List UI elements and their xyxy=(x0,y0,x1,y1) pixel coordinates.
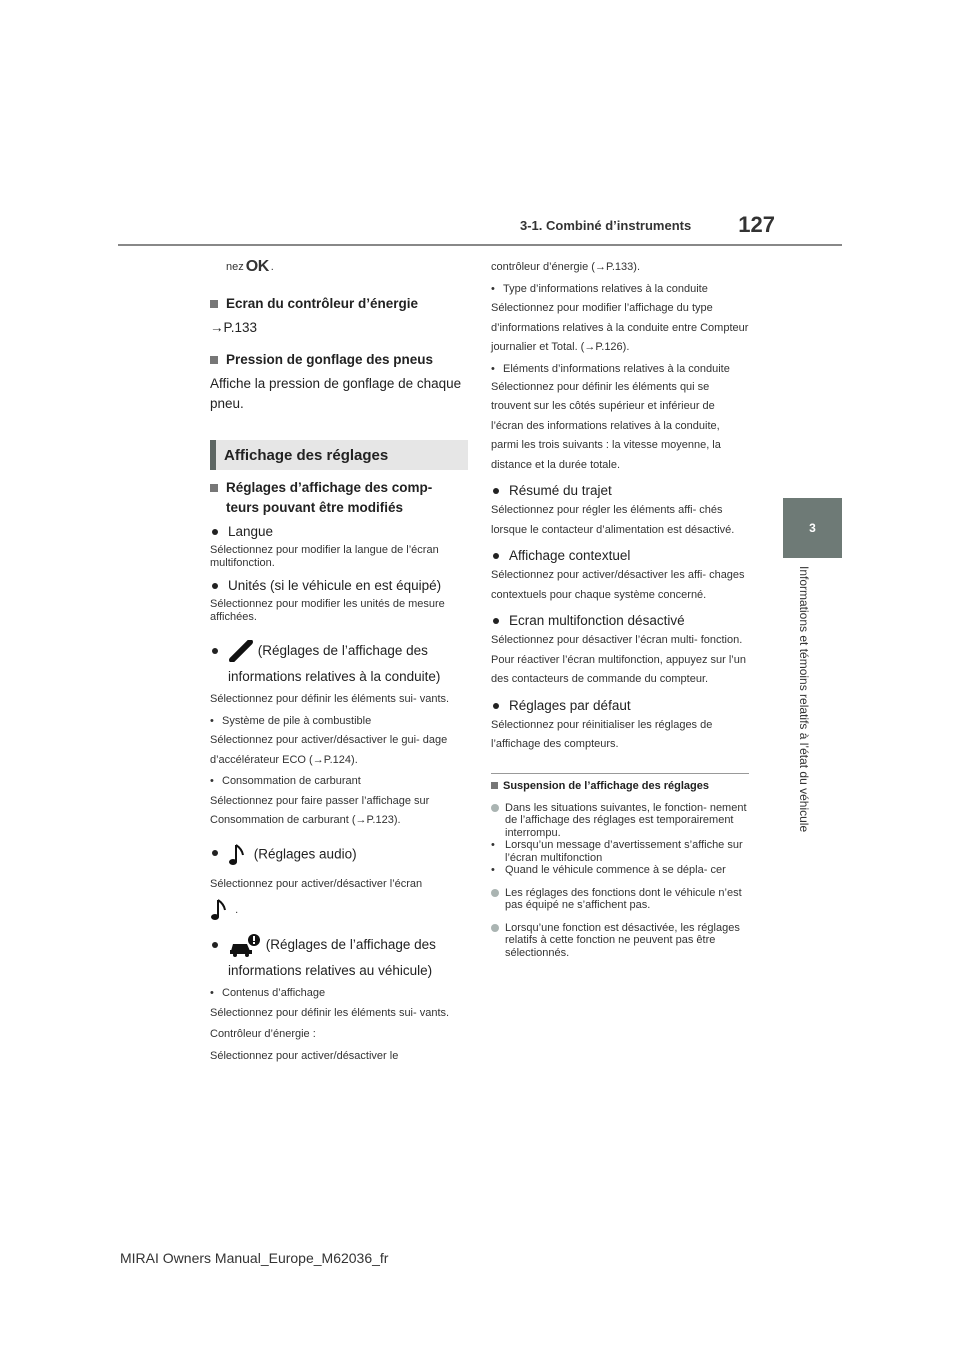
langue-heading xyxy=(210,522,468,542)
chapter-side-title: Informations et témoins relatifs à l’état du véhicule xyxy=(797,566,811,833)
type-text: Sélectionnez pour modifier l’affichage du type d’informations relatives à la conduite entre Compteur journalier et Total. (→P.126). xyxy=(491,302,749,353)
top-line-prefix: nez xyxy=(226,261,244,273)
note-heading xyxy=(491,780,749,792)
trip-heading xyxy=(491,481,749,501)
energy-label: Contrôleur d’énergie : xyxy=(210,1028,316,1040)
popup-heading xyxy=(491,546,749,566)
note-dot-icon xyxy=(491,804,499,812)
top-line-suffix: . xyxy=(270,261,274,273)
pressure-heading-text: Pression de gonflage des pneus xyxy=(226,352,434,367)
mfd-off-heading-text: Ecran multifonction désactivé xyxy=(509,613,685,628)
popup-heading-text: Affichage contextuel xyxy=(509,548,631,563)
mfd-off-heading xyxy=(491,611,749,631)
square-bullet-icon xyxy=(210,484,218,492)
driving-info-icon xyxy=(228,640,254,662)
driving-heading xyxy=(210,638,468,690)
langue-text: Sélectionnez pour modifier la langue de l’écran multifonction. xyxy=(210,544,439,569)
ok-button-icon: OK xyxy=(245,258,269,275)
driving-heading-text: (Réglages de l’affichage des informations relatives à la conduite) xyxy=(228,643,441,684)
mfd-off-text: Sélectionnez pour désactiver l’écran multi- fonction. xyxy=(491,634,743,646)
elements-text: Sélectionnez pour définir les éléments qui se trouvent sur les côtés supérieur et inférieur de l’écran des informations relatives à la conduite, parmi les trois suivants : la vitesse moyenne, la distance et la durée totale. xyxy=(491,380,721,471)
top-line xyxy=(226,258,468,276)
bullet-dot-icon xyxy=(212,529,218,535)
energy-text: Sélectionnez pour activer/désactiver le xyxy=(210,1049,399,1062)
note-item-3-text: Lorsqu’une fonction est désactivée, les réglages relatifs à cette fonction ne peuvent pas être sélectionnés. xyxy=(505,921,740,959)
sub-bullet: • xyxy=(491,864,495,876)
sub-bullet: • xyxy=(491,839,495,851)
note-item-1-text: Dans les situations suivantes, le fonction- nement de l’affichage des réglages est temporairement interrompu. xyxy=(505,801,747,839)
fuelcell-item-text: Système de pile à combustible xyxy=(222,714,372,727)
bullet-dot-icon xyxy=(493,488,499,494)
bullet-dot-icon xyxy=(493,553,499,559)
default-heading-text: Réglages par défaut xyxy=(509,697,631,713)
consumption-item-text: Consommation de carburant xyxy=(222,775,361,787)
consumption-item xyxy=(210,772,468,792)
audio-text-end xyxy=(210,898,468,922)
sub-bullet: • xyxy=(210,987,214,999)
trip-heading-text: Résumé du trajet xyxy=(509,483,612,498)
page-number: 127 xyxy=(738,212,775,237)
header-rule xyxy=(118,244,842,246)
note-heading-text: Suspension de l’affichage des réglages xyxy=(503,779,710,792)
consumption-text: Sélectionnez pour faire passer l’affichage sur Consommation de carburant (→P.123). xyxy=(210,794,430,826)
fuelcell-item xyxy=(210,712,468,732)
note-item-1-sub-2-text: Quand le véhicule commence à se dépla- cer xyxy=(505,864,726,876)
audio-text: Sélectionnez pour activer/désactiver l’écran xyxy=(210,877,423,890)
energy-heading xyxy=(210,294,468,314)
energy-heading-text: Ecran du contrôleur d’énergie xyxy=(226,296,419,311)
bullet-dot-icon xyxy=(212,850,218,856)
note-dot-icon xyxy=(491,924,499,932)
bullet-dot-icon xyxy=(212,583,218,589)
settings-heading xyxy=(210,478,468,518)
square-bullet-icon xyxy=(491,782,498,789)
square-bullet-icon xyxy=(210,356,218,364)
pressure-text: Affiche la pression de gonflage de chaque pneu. xyxy=(210,376,462,411)
default-heading xyxy=(491,696,749,716)
note-item-3 xyxy=(491,922,749,960)
contents-text: Sélectionnez pour définir les éléments sui- vants. xyxy=(210,1006,450,1019)
audio-heading xyxy=(210,843,468,867)
units-heading-text: Unités (si le véhicule en est équipé) xyxy=(228,578,442,593)
vehicle-info-icon xyxy=(228,933,262,957)
sub-bullet: • xyxy=(491,362,495,375)
sub-bullet: • xyxy=(210,775,214,787)
chapter-title: 3-1. Combiné d’instruments xyxy=(520,218,692,233)
bullet-dot-icon xyxy=(493,703,499,709)
driving-text: Sélectionnez pour définir les éléments sui- vants. xyxy=(210,693,450,705)
audio-heading-text: (Réglages audio) xyxy=(253,846,357,862)
chapter-tab xyxy=(783,498,842,558)
elements-item xyxy=(491,362,749,376)
vehicle-heading xyxy=(210,932,468,984)
settings-heading-text: Réglages d’affichage des comp- teurs pouvant être modifiés xyxy=(226,480,433,515)
pressure-heading xyxy=(210,350,468,370)
langue-heading-text: Langue xyxy=(228,524,274,539)
elements-item-text: Eléments d’informations relatives à la conduite xyxy=(503,362,730,375)
sub-bullet: • xyxy=(491,282,495,295)
music-note-icon xyxy=(210,898,232,922)
note-item-1-sub-1 xyxy=(491,839,749,864)
contents-item xyxy=(210,984,468,1004)
bullet-dot-icon xyxy=(493,618,499,624)
sub-bullet: • xyxy=(210,714,214,727)
audio-text-end-period: . xyxy=(235,903,239,916)
energy-ref: →P.133 xyxy=(210,320,258,335)
section-title-box xyxy=(210,440,468,470)
popup-text: Sélectionnez pour activer/désactiver les affi- chages contextuels pour chaque système concerné. xyxy=(491,569,745,601)
units-heading xyxy=(210,576,468,596)
units-text: Sélectionnez pour modifier les unités de mesure affichées. xyxy=(210,598,445,623)
trip-text: Sélectionnez pour régler les éléments affi- chés lorsque le contacteur d’alimentation est désactivé. xyxy=(491,504,735,536)
contents-item-text: Contenus d’affichage xyxy=(222,987,326,999)
fuelcell-text: Sélectionnez pour activer/désactiver le gui- dage d’accélérateur ECO (→P.124). xyxy=(210,734,448,766)
music-note-icon xyxy=(228,843,250,867)
bullet-dot-icon xyxy=(212,648,218,654)
note-item-1 xyxy=(491,802,749,840)
type-item xyxy=(491,280,749,300)
right-column xyxy=(491,258,749,959)
note-item-1-sub-2 xyxy=(491,864,749,877)
vehicle-heading-text: (Réglages de l’affichage des informations relatives au véhicule) xyxy=(228,937,436,978)
note-divider xyxy=(491,773,749,774)
type-item-text: Type d’informations relatives à la conduite xyxy=(503,282,708,295)
default-text: Sélectionnez pour réinitialiser les réglages de l’affichage des compteurs. xyxy=(491,718,713,750)
section-title: Affichage des réglages xyxy=(224,446,389,464)
square-bullet-icon xyxy=(210,300,218,308)
cont-text: contrôleur d’énergie (→P.133). xyxy=(491,261,640,273)
left-column xyxy=(210,258,468,1066)
chapter-tab-number: 3 xyxy=(809,521,816,535)
note-item-2 xyxy=(491,887,749,912)
note-item-2-text: Les réglages des fonctions dont le véhicule n’est pas équipé ne s’affichent pas. xyxy=(505,886,742,911)
manual-footer: MIRAI Owners Manual_Europe_M62036_fr xyxy=(120,1250,389,1266)
mfd-off-text2: Pour réactiver l’écran multifonction, appuyez sur l’un des contacteurs de commande du compteur. xyxy=(491,653,746,685)
note-dot-icon xyxy=(491,889,499,897)
bullet-dot-icon xyxy=(212,942,218,948)
note-item-1-sub-1-text: Lorsqu’un message d’avertissement s’affiche sur l’écran multifonction xyxy=(505,839,743,864)
